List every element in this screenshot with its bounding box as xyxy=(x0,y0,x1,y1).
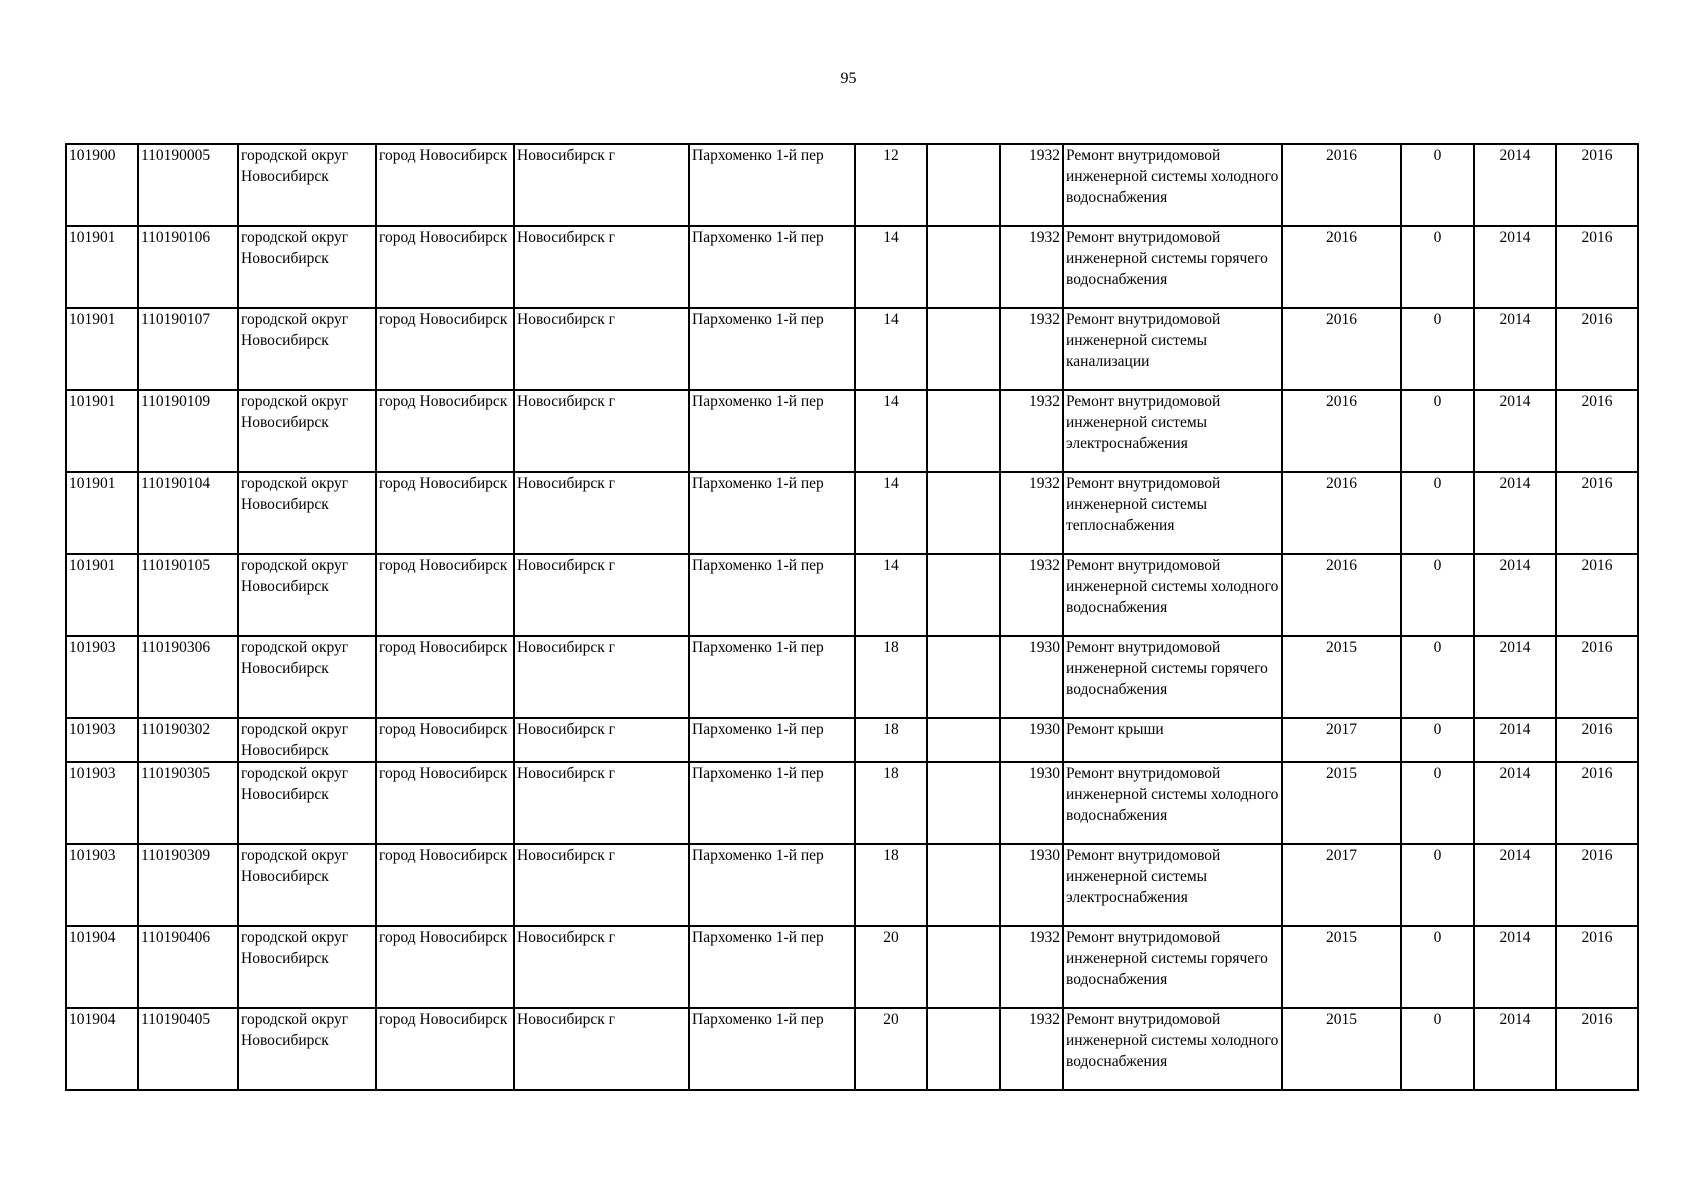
cell-period-end: 2016 xyxy=(1556,636,1638,718)
table-row xyxy=(66,472,1638,554)
cell-settlement: город Новосибирск xyxy=(376,844,514,926)
cell-settlement: город Новосибирск xyxy=(376,472,514,554)
cell-period-start: 2014 xyxy=(1474,472,1556,554)
cell-id: 101901 xyxy=(66,308,138,390)
cell-house: 12 xyxy=(855,144,927,226)
cell-code: 110190302 xyxy=(138,718,238,762)
cell-code: 110190406 xyxy=(138,926,238,1008)
cell-locality: Новосибирск г xyxy=(514,226,689,308)
cell-locality: Новосибирск г xyxy=(514,308,689,390)
cell-building xyxy=(927,308,1000,390)
cell-cost: 0 xyxy=(1401,144,1474,226)
cell-building xyxy=(927,554,1000,636)
cell-locality: Новосибирск г xyxy=(514,1008,689,1090)
cell-cost: 0 xyxy=(1401,390,1474,472)
cell-district: городской округ Новосибирск xyxy=(238,308,376,390)
cell-code: 110190305 xyxy=(138,762,238,844)
cell-street: Пархоменко 1-й пер xyxy=(689,144,855,226)
cell-code: 110190306 xyxy=(138,636,238,718)
cell-code: 110190405 xyxy=(138,1008,238,1090)
cell-locality: Новосибирск г xyxy=(514,472,689,554)
cell-work-type: Ремонт внутридомовой инженерной системы электроснабжения xyxy=(1063,844,1282,926)
cell-settlement: город Новосибирск xyxy=(376,718,514,762)
cell-period-start: 2014 xyxy=(1474,226,1556,308)
cell-settlement: город Новосибирск xyxy=(376,926,514,1008)
cell-work-type: Ремонт внутридомовой инженерной системы горячего водоснабжения xyxy=(1063,926,1282,1008)
cell-year-built: 1932 xyxy=(1000,308,1063,390)
cell-year-built: 1930 xyxy=(1000,636,1063,718)
cell-cost: 0 xyxy=(1401,718,1474,762)
cell-cost: 0 xyxy=(1401,308,1474,390)
cell-period-end: 2016 xyxy=(1556,390,1638,472)
table-row xyxy=(66,554,1638,636)
cell-period-start: 2014 xyxy=(1474,390,1556,472)
cell-cost: 0 xyxy=(1401,554,1474,636)
cell-house: 14 xyxy=(855,554,927,636)
cell-year-built: 1932 xyxy=(1000,554,1063,636)
cell-street: Пархоменко 1-й пер xyxy=(689,718,855,762)
cell-plan-year: 2016 xyxy=(1282,144,1401,226)
cell-work-type: Ремонт внутридомовой инженерной системы горячего водоснабжения xyxy=(1063,636,1282,718)
cell-plan-year: 2015 xyxy=(1282,762,1401,844)
cell-street: Пархоменко 1-й пер xyxy=(689,554,855,636)
cell-work-type: Ремонт внутридомовой инженерной системы холодного водоснабжения xyxy=(1063,144,1282,226)
cell-plan-year: 2016 xyxy=(1282,554,1401,636)
cell-district: городской округ Новосибирск xyxy=(238,636,376,718)
table-row xyxy=(66,762,1638,844)
cell-id: 101904 xyxy=(66,1008,138,1090)
cell-locality: Новосибирск г xyxy=(514,636,689,718)
cell-settlement: город Новосибирск xyxy=(376,636,514,718)
cell-year-built: 1932 xyxy=(1000,926,1063,1008)
cell-period-start: 2014 xyxy=(1474,926,1556,1008)
cell-work-type: Ремонт внутридомовой инженерной системы теплоснабжения xyxy=(1063,472,1282,554)
cell-district: городской округ Новосибирск xyxy=(238,762,376,844)
cell-settlement: город Новосибирск xyxy=(376,226,514,308)
cell-period-start: 2014 xyxy=(1474,308,1556,390)
cell-locality: Новосибирск г xyxy=(514,844,689,926)
cell-cost: 0 xyxy=(1401,1008,1474,1090)
cell-district: городской округ Новосибирск xyxy=(238,472,376,554)
cell-district: городской округ Новосибирск xyxy=(238,844,376,926)
cell-street: Пархоменко 1-й пер xyxy=(689,762,855,844)
cell-period-start: 2014 xyxy=(1474,1008,1556,1090)
cell-district: городской округ Новосибирск xyxy=(238,226,376,308)
cell-plan-year: 2015 xyxy=(1282,636,1401,718)
cell-year-built: 1930 xyxy=(1000,762,1063,844)
cell-cost: 0 xyxy=(1401,226,1474,308)
cell-building xyxy=(927,926,1000,1008)
cell-work-type: Ремонт внутридомовой инженерной системы канализации xyxy=(1063,308,1282,390)
cell-period-start: 2014 xyxy=(1474,762,1556,844)
cell-period-start: 2014 xyxy=(1474,554,1556,636)
cell-cost: 0 xyxy=(1401,926,1474,1008)
cell-year-built: 1932 xyxy=(1000,226,1063,308)
cell-plan-year: 2016 xyxy=(1282,226,1401,308)
cell-settlement: город Новосибирск xyxy=(376,144,514,226)
cell-plan-year: 2015 xyxy=(1282,1008,1401,1090)
cell-id: 101901 xyxy=(66,226,138,308)
cell-period-end: 2016 xyxy=(1556,308,1638,390)
cell-work-type: Ремонт внутридомовой инженерной системы холодного водоснабжения xyxy=(1063,554,1282,636)
cell-plan-year: 2016 xyxy=(1282,390,1401,472)
cell-year-built: 1932 xyxy=(1000,1008,1063,1090)
cell-code: 110190109 xyxy=(138,390,238,472)
cell-district: городской округ Новосибирск xyxy=(238,390,376,472)
cell-district: городской округ Новосибирск xyxy=(238,926,376,1008)
table-row xyxy=(66,226,1638,308)
cell-building xyxy=(927,226,1000,308)
cell-id: 101901 xyxy=(66,472,138,554)
cell-period-end: 2016 xyxy=(1556,844,1638,926)
cell-year-built: 1932 xyxy=(1000,144,1063,226)
cell-building xyxy=(927,472,1000,554)
cell-street: Пархоменко 1-й пер xyxy=(689,308,855,390)
cell-district: городской округ Новосибирск xyxy=(238,718,376,762)
cell-period-end: 2016 xyxy=(1556,144,1638,226)
cell-settlement: город Новосибирск xyxy=(376,762,514,844)
cell-cost: 0 xyxy=(1401,472,1474,554)
cell-street: Пархоменко 1-й пер xyxy=(689,390,855,472)
cell-house: 18 xyxy=(855,718,927,762)
cell-id: 101903 xyxy=(66,762,138,844)
cell-code: 110190005 xyxy=(138,144,238,226)
cell-work-type: Ремонт внутридомовой инженерной системы холодного водоснабжения xyxy=(1063,762,1282,844)
cell-district: городской округ Новосибирск xyxy=(238,554,376,636)
cell-id: 101903 xyxy=(66,718,138,762)
cell-work-type: Ремонт внутридомовой инженерной системы горячего водоснабжения xyxy=(1063,226,1282,308)
cell-settlement: город Новосибирск xyxy=(376,308,514,390)
cell-period-end: 2016 xyxy=(1556,926,1638,1008)
cell-year-built: 1932 xyxy=(1000,390,1063,472)
cell-cost: 0 xyxy=(1401,636,1474,718)
table-row xyxy=(66,844,1638,926)
cell-period-end: 2016 xyxy=(1556,762,1638,844)
capital-repair-table xyxy=(65,143,1639,1091)
cell-house: 14 xyxy=(855,390,927,472)
table-row xyxy=(66,636,1638,718)
cell-building xyxy=(927,718,1000,762)
cell-work-type: Ремонт внутридомовой инженерной системы холодного водоснабжения xyxy=(1063,1008,1282,1090)
cell-locality: Новосибирск г xyxy=(514,144,689,226)
cell-district: городской округ Новосибирск xyxy=(238,1008,376,1090)
cell-period-start: 2014 xyxy=(1474,144,1556,226)
cell-plan-year: 2017 xyxy=(1282,844,1401,926)
cell-house: 14 xyxy=(855,472,927,554)
cell-house: 18 xyxy=(855,636,927,718)
cell-locality: Новосибирск г xyxy=(514,926,689,1008)
cell-id: 101901 xyxy=(66,390,138,472)
cell-id: 101900 xyxy=(66,144,138,226)
table-row xyxy=(66,718,1638,762)
table-row xyxy=(66,308,1638,390)
cell-year-built: 1930 xyxy=(1000,718,1063,762)
cell-work-type: Ремонт крыши xyxy=(1063,718,1282,762)
cell-building xyxy=(927,390,1000,472)
cell-street: Пархоменко 1-й пер xyxy=(689,472,855,554)
cell-code: 110190309 xyxy=(138,844,238,926)
cell-house: 20 xyxy=(855,1008,927,1090)
cell-district: городской округ Новосибирск xyxy=(238,144,376,226)
cell-period-end: 2016 xyxy=(1556,718,1638,762)
cell-settlement: город Новосибирск xyxy=(376,390,514,472)
cell-code: 110190107 xyxy=(138,308,238,390)
cell-id: 101901 xyxy=(66,554,138,636)
cell-code: 110190105 xyxy=(138,554,238,636)
table-body xyxy=(66,144,1638,1090)
cell-period-start: 2014 xyxy=(1474,718,1556,762)
cell-cost: 0 xyxy=(1401,844,1474,926)
cell-street: Пархоменко 1-й пер xyxy=(689,636,855,718)
cell-code: 110190104 xyxy=(138,472,238,554)
cell-street: Пархоменко 1-й пер xyxy=(689,844,855,926)
cell-plan-year: 2015 xyxy=(1282,926,1401,1008)
cell-settlement: город Новосибирск xyxy=(376,554,514,636)
cell-building xyxy=(927,636,1000,718)
cell-id: 101904 xyxy=(66,926,138,1008)
cell-period-end: 2016 xyxy=(1556,472,1638,554)
table-row xyxy=(66,926,1638,1008)
cell-year-built: 1932 xyxy=(1000,472,1063,554)
cell-period-end: 2016 xyxy=(1556,226,1638,308)
cell-house: 14 xyxy=(855,308,927,390)
cell-house: 20 xyxy=(855,926,927,1008)
cell-locality: Новосибирск г xyxy=(514,554,689,636)
cell-street: Пархоменко 1-й пер xyxy=(689,926,855,1008)
table-row xyxy=(66,144,1638,226)
cell-house: 14 xyxy=(855,226,927,308)
cell-id: 101903 xyxy=(66,636,138,718)
table-row xyxy=(66,1008,1638,1090)
cell-year-built: 1930 xyxy=(1000,844,1063,926)
cell-settlement: город Новосибирск xyxy=(376,1008,514,1090)
cell-locality: Новосибирск г xyxy=(514,762,689,844)
cell-locality: Новосибирск г xyxy=(514,390,689,472)
cell-house: 18 xyxy=(855,762,927,844)
page-number: 95 xyxy=(840,70,857,87)
cell-period-start: 2014 xyxy=(1474,844,1556,926)
cell-street: Пархоменко 1-й пер xyxy=(689,1008,855,1090)
cell-plan-year: 2016 xyxy=(1282,308,1401,390)
cell-period-start: 2014 xyxy=(1474,636,1556,718)
cell-code: 110190106 xyxy=(138,226,238,308)
cell-period-end: 2016 xyxy=(1556,554,1638,636)
cell-building xyxy=(927,1008,1000,1090)
cell-period-end: 2016 xyxy=(1556,1008,1638,1090)
cell-work-type: Ремонт внутридомовой инженерной системы электроснабжения xyxy=(1063,390,1282,472)
cell-house: 18 xyxy=(855,844,927,926)
cell-building xyxy=(927,762,1000,844)
cell-id: 101903 xyxy=(66,844,138,926)
cell-plan-year: 2016 xyxy=(1282,472,1401,554)
cell-plan-year: 2017 xyxy=(1282,718,1401,762)
cell-building xyxy=(927,844,1000,926)
cell-cost: 0 xyxy=(1401,762,1474,844)
cell-building xyxy=(927,144,1000,226)
table-row xyxy=(66,390,1638,472)
cell-street: Пархоменко 1-й пер xyxy=(689,226,855,308)
cell-locality: Новосибирск г xyxy=(514,718,689,762)
